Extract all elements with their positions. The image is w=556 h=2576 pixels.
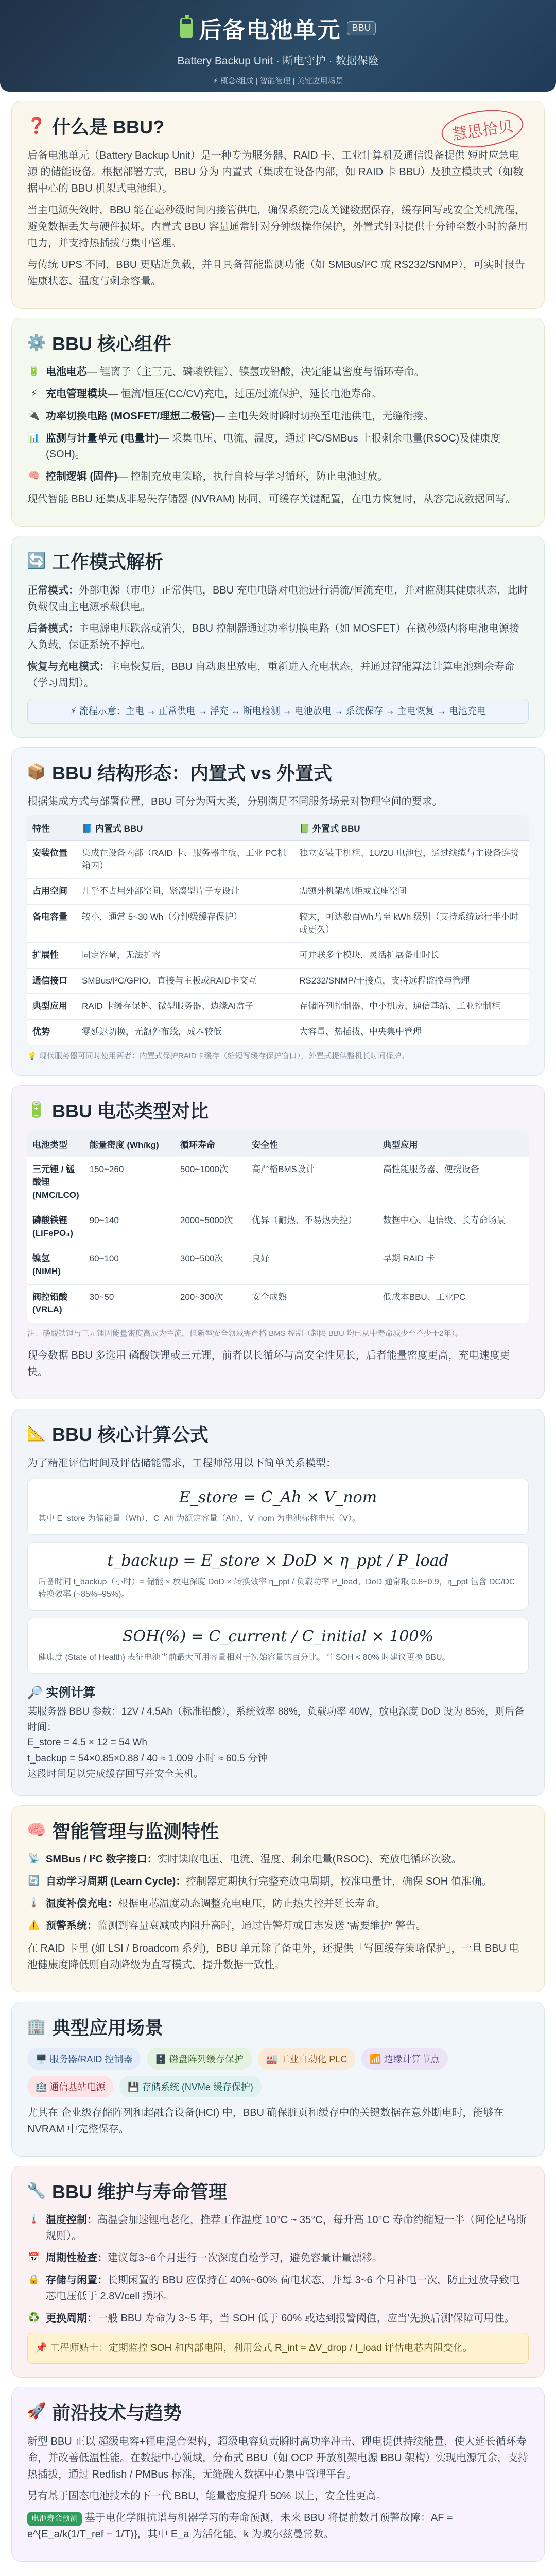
table-cell: 可并联多个模块，灵活扩展备电时长 (294, 943, 529, 969)
item-key: 电池电芯 (46, 366, 87, 378)
page-meta: ⚡ 概念/组成 | 智能管理 | 关键应用场景 (213, 77, 343, 86)
table-cell: 高严格BMS设计 (247, 1157, 378, 1208)
table-cell: 500~1000次 (175, 1157, 247, 1208)
lock-icon: 🔒 (28, 2274, 40, 2285)
paragraph: 当主电源失效时，BBU 能在毫秒级时间内接管供电，确保系统完成关键数据保存，缓存回写或安全关机流程，避免数据丢失与硬件损坏。内置式 BBU 容量通常针对分钟级操作保护，外置式针对提供十分钟至数小时的备用电力，并支持热插拔与集中管理。 (27, 205, 528, 249)
antenna-icon: 📡 (28, 1853, 40, 1864)
item-value: 长期闲置的 BBU 应保持在 40%~60% 荷电状态，并每 3~6 个月补电一次，防止过放导致电芯电压低于 2.8V/cell 损坏。 (46, 2275, 520, 2302)
item-key: 功率切换电路 (MOSFET/理想二极管) (46, 411, 215, 422)
section-title: BBU 电芯类型对比 (52, 1100, 208, 1122)
list-item (27, 409, 529, 425)
chip-storage-nvme: 💾 存储系统 (NVMe 缓存保护) (119, 2076, 261, 2097)
section-title: BBU 维护与寿命管理 (52, 2181, 227, 2203)
item-key: 存储与闲置： (46, 2275, 108, 2286)
table-cell: SMBus/I²C/GPIO，直接与主板或RAID卡交互 (77, 968, 294, 994)
paragraph: 现代智能 BBU 还集成非易失存储器 (NVRAM) 协同，可缓存关键配置，在电力恢复时，从容完成数据回写。 (27, 494, 516, 505)
mode-value: 主电恢复后，BBU 自动退出放电，重新进入充电状态，并通过智能算法计算电池剩余寿命（学习周期）。 (27, 661, 515, 689)
cycle-icon: 🔄 (27, 552, 46, 569)
item-key: 周期性检查： (46, 2252, 108, 2264)
chart-icon: 📊 (28, 432, 40, 443)
calc-line: t_backup = 54×0.85×0.88 / 40 ≈ 1.009 小时 ≈ 60.5 分钟 (27, 1753, 268, 1764)
table-header: 📘 内置式 BBU (77, 815, 294, 841)
list-item (27, 2250, 529, 2266)
paragraph: 为了精准评估时间及评估储能需求，工程师常用以下简单关系模型： (27, 1457, 336, 1469)
item-value: — 恒流/恒压(CC/CV)充电，过压/过流保护，延长电池寿命。 (108, 388, 382, 400)
list-item (27, 431, 529, 463)
item-value: 建议每3~6个月进行一次深度自检学习，避免容量计量漂移。 (108, 2252, 383, 2264)
formula-text: E_store = C_Ah × V_nom (179, 1488, 377, 1506)
item-key: 控制逻辑 (固件) (46, 471, 117, 482)
formula-description: 其中 E_store 为储能量（Wh），C_Ah 为额定容量（Ah），V_nom 为电池标称电压（V）。 (38, 1514, 360, 1523)
table-cell: 独立安装于机柜、1U/2U 电池包，通过线缆与主设备连接 (294, 841, 529, 879)
chip-base-station: 🏥 通信基站电源 (27, 2076, 113, 2097)
section-title: BBU 核心组件 (52, 333, 171, 354)
table-cell: 三元锂 / 锰酸锂 (NMC/LCO) (27, 1157, 84, 1208)
calc-line: E_store = 4.5 × 12 = 54 Wh (27, 1737, 147, 1749)
item-value: 高温会加速锂电老化，推荐工作温度 10°C ~ 35°C，每升高 10°C 寿命约缩短一半（阿伦尼乌斯规则）。 (46, 2214, 527, 2242)
calc-line: 这段时间足以完成缓存回写并安全关机。 (27, 1769, 204, 1780)
section-trends (11, 2387, 545, 2562)
wrench-icon: 🔧 (27, 2182, 46, 2199)
plug-icon: 🔌 (28, 410, 40, 420)
table-cell: 集成在设备内部（RAID 卡、服务器主板、工业 PC机箱内） (77, 841, 294, 879)
section-title: 智能管理与监测特性 (52, 1821, 219, 1842)
table-row (27, 943, 529, 969)
section-title: 什么是 BBU? (52, 116, 164, 138)
section-core-components (11, 318, 545, 527)
table-cell: 阀控铅酸 (VRLA) (27, 1284, 84, 1323)
recycle-icon: ♻️ (28, 2312, 40, 2323)
table-cell: 低成本BBU、工业PC (378, 1284, 529, 1323)
chip-disk-array: 🗄️ 磁盘阵列缓存保护 (147, 2048, 251, 2070)
mode-key: 恢复与充电模式： (27, 661, 110, 672)
question-icon: ❓ (27, 117, 46, 134)
table-cell: 镍氢 (NiMH) (27, 1246, 84, 1284)
feature-list (27, 1852, 529, 1934)
item-value: 实时读取电压、电流、温度、剩余电量(RSOC)、充放电循环次数。 (157, 1854, 462, 1866)
component-list (27, 364, 529, 485)
table-cell: 备电容量 (27, 904, 77, 942)
table-cell: RAID 卡缓存保护、微型服务器、边缘AI盒子 (77, 994, 294, 1020)
paragraph: 现今数据 BBU 多选用 磷酸铁锂或三元锂，前者以长循环与高安全性见长，后者能量密度更高，充电速度更快。 (27, 1349, 510, 1378)
table-cell: 300~500次 (175, 1246, 247, 1284)
table-cell: 固定容量，无法扩容 (77, 943, 294, 969)
rocket-icon: 🚀 (27, 2403, 46, 2420)
table-cell: 大容量、热插拔、中央集中管理 (294, 1020, 529, 1045)
table-cell: 零延迟切换，无额外布线，成本较低 (77, 1020, 294, 1045)
section-cell-types (11, 1085, 545, 1399)
chip-industrial-plc: 🏭 工业自动化 PLC (258, 2048, 355, 2070)
table-header: 电池类型 (27, 1131, 84, 1157)
section-title: BBU 核心计算公式 (52, 1423, 208, 1445)
mode-value: 外部电源（市电）正常供电，BBU 充电电路对电池进行涓流/恒流充电，并对监测其健康状态，此时负载仅由主电源承载供电。 (27, 585, 528, 613)
formula-description: 健康度 (State of Health) 表征电池当前最大可用容量相对于初始容量的百分比。当 SOH < 80% 时建议更换 BBU。 (38, 1653, 450, 1662)
table-cell: 需额外机架/机柜或底座空间 (294, 879, 529, 905)
battery-icon (180, 18, 193, 38)
battery-icon: 🔋 (28, 366, 40, 376)
mode-item (27, 620, 529, 653)
table-cell: 150~260 (84, 1157, 175, 1208)
list-item (27, 469, 529, 485)
formula-soh (27, 1618, 529, 1674)
table-row (27, 841, 529, 879)
item-value: — 采集电压、电流、温度，通过 I²C/SMBus 上报剩余电量(RSOC)及健康度(SOH)。 (46, 433, 501, 460)
paragraph: 后备电池单元（Battery Backup Unit）是一种专为服务器、RAID 卡、工业计算机及通信设备提供 短时应急电源 的储能设备。根据部署方式，BBU 分为 内置式（集成在设备内部，如 RAID 卡 BBU）及独立模块式（如数据中心的 BBU 机架式电池组）。 (27, 150, 524, 194)
mode-key: 后备模式： (27, 623, 79, 634)
list-item (27, 1918, 529, 1934)
section-applications (11, 2002, 545, 2157)
section-structure (11, 747, 545, 1076)
table-row (27, 879, 529, 905)
table-header: 能量密度 (Wh/kg) (84, 1131, 175, 1157)
table-header: 典型应用 (378, 1131, 529, 1157)
hero-header (0, 0, 556, 92)
item-key: 监测与计量单元 (电量计) (46, 433, 159, 444)
paragraph: 另有基于固态电池技术的下一代 BBU，能量密度提升 50% 以上，安全性更高。 (27, 2490, 387, 2502)
item-value: 控制器定期执行完整充放电周期，校准电量计，确保 SOH 值准确。 (186, 1876, 492, 1888)
formula-backup-time (27, 1542, 529, 1611)
table-cell: 30~50 (84, 1284, 175, 1323)
mode-item (27, 582, 529, 615)
warning-icon: ⚠️ (28, 1920, 40, 1930)
cell-type-table (27, 1131, 529, 1323)
thermometer-icon: 🌡️ (28, 2214, 40, 2225)
brain-icon: 🧠 (27, 1821, 46, 1839)
formula-text: t_backup = E_store × DoD × η_ppt / P_load (107, 1551, 449, 1570)
brain-icon: 🧠 (28, 470, 40, 481)
calc-line: 某服务器 BBU 参数：12V / 4.5Ah（标准铅酸），系统效率 88%，负载功率 40W，放电深度 DoD 设为 85%，则后备时间： (27, 1706, 524, 1733)
item-key: 自动学习周期 (Learn Cycle)： (46, 1876, 186, 1888)
section-formulas (11, 1409, 545, 1797)
table-header: 特性 (27, 815, 77, 841)
box-icon: 📦 (27, 763, 46, 781)
section-title: 工作模式解析 (52, 551, 164, 572)
table-cell: 较小，通常 5~30 Wh（分钟级缓存保护） (77, 904, 294, 942)
building-icon: 🏢 (27, 2018, 46, 2035)
application-chips (27, 2048, 529, 2097)
paragraph: 新型 BBU 正以 超级电容+锂电混合架构，超级电容负责瞬时高功率冲击、锂电提供持续能量，使大延长循环寿命，并改善低温性能。在数据中心领域，分布式 BBU（如 OCP 开放机架电源 BBU 架构）实现电源冗余，支持热插拔，通过 Redfish / PMBus 标准，无缝融入数据中心集中管理平台。 (27, 2435, 529, 2480)
battery-icon: 🔋 (27, 1101, 46, 1118)
table-row (27, 968, 529, 994)
item-key: 更换周期： (46, 2313, 97, 2325)
formula-text: SOH(%) = C_current / C_initial × 100% (122, 1627, 434, 1646)
table-cell: 磷酸铁锂 (LiFePO₄) (27, 1208, 84, 1246)
item-value: 监测到容量衰减或内阻升高时，通过告警灯或日志发送 '需要维护' 警告。 (97, 1920, 426, 1932)
table-cell: 较大，可达数百Wh乃至 kWh 级别（支持系统运行半小时或更久） (294, 904, 529, 942)
table-cell: 60~100 (84, 1246, 175, 1284)
section-title: 典型应用场景 (52, 2017, 164, 2039)
table-header: 循环寿命 (175, 1131, 247, 1157)
table-row (27, 904, 529, 942)
table-note: 注：磷酸铁锂与三元锂因能量密度高成为主流，但新型安全领域需严格 BMS 控制（超限 BBU 均已从中寿命减少至不少于2年）。 (27, 1329, 463, 1338)
ruler-icon: 📐 (27, 1425, 46, 1442)
lightning-icon: ⚡ (30, 388, 38, 398)
list-item (27, 1896, 529, 1912)
section-smart-management (11, 1805, 545, 1992)
chip-edge-computing: 📶 边缘计算节点 (361, 2048, 447, 2070)
page-title: 后备电池单元 (199, 18, 341, 43)
table-cell: 占用空间 (27, 879, 77, 905)
page-subtitle: Battery Backup Unit · 断电守护 · 数据保险 (177, 55, 379, 67)
paragraph: 与传统 UPS 不同，BBU 更贴近负载，并且具备智能监测功能（如 SMBus/I²C 或 RS232/SNMP），可实时报告健康状态、温度与剩余容量。 (27, 259, 525, 287)
paragraph: 根据集成方式与部署位置，BBU 可分为两大类，分别满足不同服务场景对物理空间的要求。 (27, 796, 443, 807)
gear-icon: ⚙️ (27, 334, 46, 351)
list-item (27, 1852, 529, 1868)
thermometer-icon: 🌡️ (28, 1897, 40, 1908)
flow-diagram: ⚡ 流程示意：主电 → 正常供电 → 浮充 ↔ 断电检测 → 电池放电 → 系统保存 → 主电恢复 → 电池充电 (27, 699, 529, 724)
engineer-tip: 📌 工程师贴士：定期监控 SOH 和内部电阻，利用公式 R_int = ΔV_drop / I_load 评估电芯内阻变化。 (27, 2333, 529, 2363)
mode-key: 正常模式： (27, 585, 79, 596)
section-what-is-bbu (11, 101, 545, 309)
table-cell: 通信接口 (27, 968, 77, 994)
prediction-badge: 电池寿命预测 (27, 2512, 82, 2526)
calendar-icon: 📅 (28, 2252, 40, 2263)
table-row (27, 1284, 529, 1323)
section-work-modes (11, 536, 545, 738)
item-key: 温度补偿充电： (46, 1898, 118, 1910)
table-cell: 安全成熟 (247, 1284, 378, 1323)
list-item (27, 2311, 529, 2327)
list-item (27, 1874, 529, 1890)
item-value: 根据电芯温度动态调整充电电压，防止热失控并延长寿命。 (118, 1898, 386, 1910)
item-value: 一般 BBU 寿命为 3~5 年，当 SOH 低于 60% 或达到报警阈值，应当'先换后测'保障可用性。 (97, 2313, 515, 2325)
seal-stamp: 慧思拾贝 (439, 105, 526, 152)
table-cell: 存储阵列控制器、中小机房、通信基站、工业控制柜 (294, 994, 529, 1020)
chip-server-raid: 🖥️ 服务器/RAID 控制器 (27, 2048, 141, 2070)
section-title: 前沿技术与趋势 (52, 2402, 182, 2424)
table-cell: 扩展性 (27, 943, 77, 969)
table-header: 📗 外置式 BBU (294, 815, 529, 841)
list-item (27, 2273, 529, 2304)
paragraph: 在 RAID 卡里 (如 LSI / Broadcom 系列)，BBU 单元除了备电外，还提供「写回缓存策略保护」，一旦 BBU 电池健康度降低则自动降级为直写模式，提升数据一致性。 (27, 1943, 519, 1971)
item-key: SMBus / I²C 数字接口： (46, 1854, 158, 1866)
cycle-icon: 🔄 (28, 1875, 40, 1886)
item-key: 温度控制： (46, 2214, 97, 2226)
table-note: 💡 现代服务器可同时使用两者：内置式保护RAID卡缓存（缩短写缓存保护窗口），外置式提供整机长时间保护。 (27, 1051, 409, 1060)
section-title: BBU 结构形态：内置式 vs 外置式 (52, 762, 333, 784)
item-value: — 控制充放电策略，执行自检与学习循环，防止电池过放。 (117, 471, 388, 482)
item-key: 预警系统： (46, 1920, 97, 1932)
table-row (27, 1208, 529, 1246)
list-item (27, 386, 529, 402)
list-item (27, 364, 529, 380)
table-cell: RS232/SNMP/干接点，支持远程监控与管理 (294, 968, 529, 994)
maintenance-list (27, 2212, 529, 2327)
mode-item (27, 658, 529, 691)
table-cell: 优异（耐热、不易热失控） (247, 1208, 378, 1246)
table-cell: 典型应用 (27, 994, 77, 1020)
table-cell: 良好 (247, 1246, 378, 1284)
table-cell: 早期 RAID 卡 (378, 1246, 529, 1284)
calc-title: 🔎 实例计算 (27, 1685, 96, 1700)
formula-description: 后备时间 t_backup（小时）= 储能 × 放电深度 DoD × 转换效率 η_ppt / 负载功率 P_load。DoD 通常取 0.8~0.9，η_ppt 包含 DC/DC 转换效率 (~85%–95%)。 (38, 1577, 515, 1599)
table-row (27, 1246, 529, 1284)
item-value: — 主电失效时瞬时切换至电池供电，无缝衔接。 (214, 411, 434, 422)
table-cell: 安装位置 (27, 841, 77, 879)
paragraph: 尤其在 企业级存储阵列和超融合设备(HCI) 中，BBU 确保脏页和缓存中的关键数据在意外断电时，能够在 NVRAM 中完整保存。 (27, 2107, 504, 2136)
list-item (27, 2212, 529, 2244)
table-row (27, 1020, 529, 1045)
table-row (27, 1157, 529, 1208)
item-key: 充电管理模块 (46, 388, 108, 400)
mode-value: 主电源电压跌落或消失，BBU 控制器通过功率切换电路（如 MOSFET）在微秒级内将电池电源接入负载，保证系统不掉电。 (27, 623, 519, 651)
footer-note (11, 2571, 545, 2576)
table-cell: 优势 (27, 1020, 77, 1045)
paragraph-text: 基于电化学阻抗谱与机器学习的寿命预测，未来 BBU 将提前数月预警故障：AF = e^{E_a/k(1/T_ref − 1/T)}，其中 E_a 为活化能，k 为玻尔兹曼常数。 (27, 2512, 453, 2540)
item-value: — 锂离子（主三元、磷酸铁锂）、镍氢或铅酸，决定能量密度与循环寿命。 (87, 366, 425, 378)
table-cell: 数据中心、电信级、长寿命场景 (378, 1208, 529, 1246)
section-maintenance (11, 2166, 545, 2377)
table-cell: 高性能服务器、便携设备 (378, 1157, 529, 1208)
table-cell: 几乎不占用外部空间，紧凑型片子专设计 (77, 879, 294, 905)
paragraph (27, 2510, 529, 2543)
comparison-table (27, 815, 529, 1045)
formula-energy (27, 1479, 529, 1535)
title-tag: BBU (347, 21, 375, 35)
table-row (27, 994, 529, 1020)
table-header: 安全性 (247, 1131, 378, 1157)
table-cell: 200~300次 (175, 1284, 247, 1323)
table-cell: 90~140 (84, 1208, 175, 1246)
table-cell: 2000~5000次 (175, 1208, 247, 1246)
